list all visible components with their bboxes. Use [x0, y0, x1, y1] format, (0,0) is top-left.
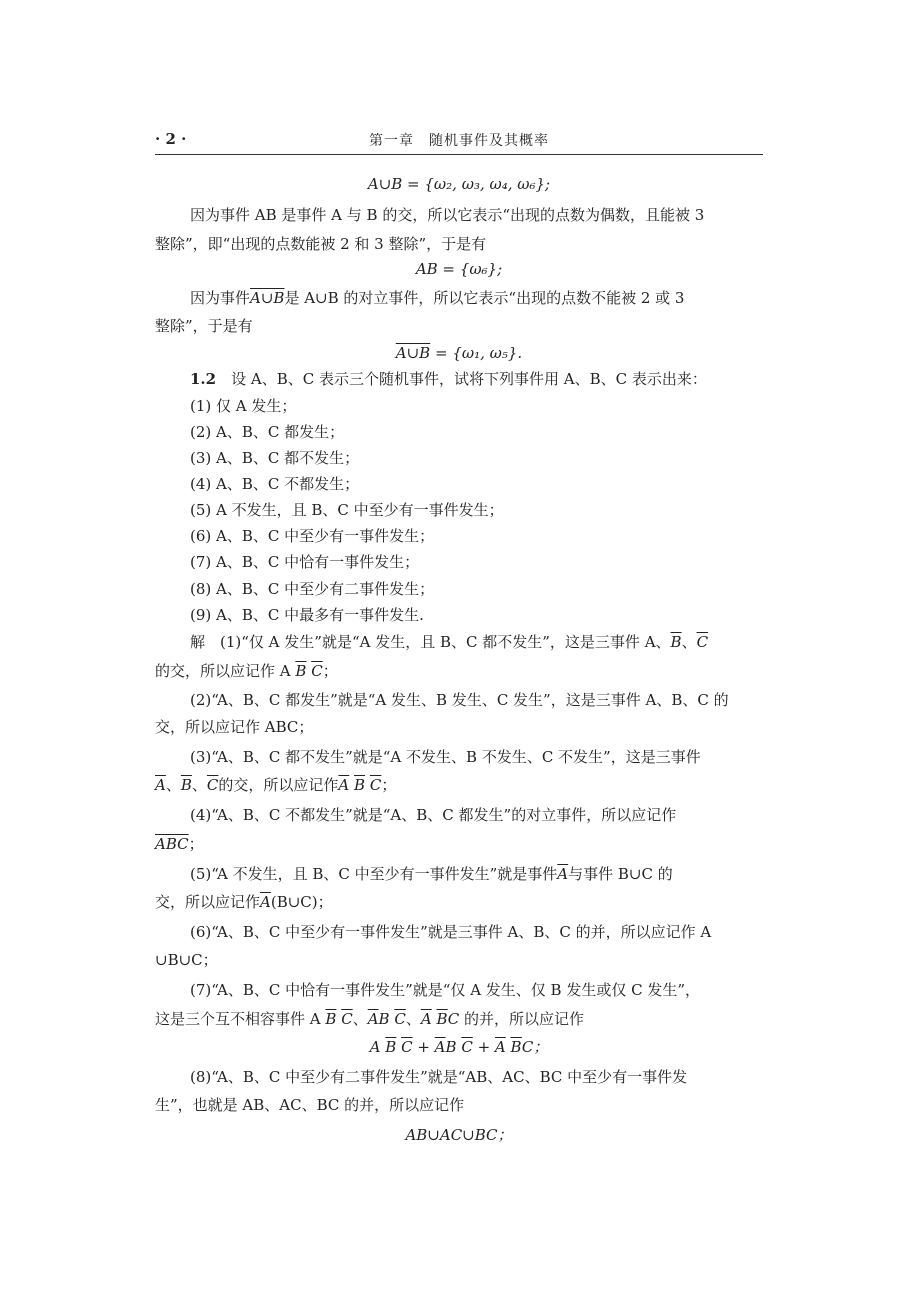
solution-6: (6)“A、B、C 中至少有一事件发生”就是三事件 A、B、C 的并，所以应记作 A — [190, 923, 712, 941]
overlined-expression: A∪B — [250, 289, 285, 307]
text-line: 因为事件 AB 是事件 A 与 B 的交，所以它表示“出现的点数为偶数，且能被 3 — [190, 206, 705, 224]
solution-2: (2)“A、B、C 都发生”就是“A 发生、B 发生、C 发生”，这是三事件 A、B、C 的 — [190, 691, 729, 709]
list-item: (1) 仅 A 发生； — [190, 397, 297, 415]
text-line: 因为事件A∪B是 A∪B 的对立事件，所以它表示“出现的点数不能被 2 或 3 — [190, 289, 685, 307]
list-item: (3) A、B、C 都不发生； — [190, 449, 360, 467]
text-line: 交，所以应记作 ABC； — [155, 718, 314, 736]
formula-at-least-two: AB∪AC∪BC； — [405, 1126, 513, 1144]
solution-7: (7)“A、B、C 中恰有一事件发生”就是“仅 A 发生、仅 B 发生或仅 C 发生”， — [190, 981, 701, 999]
text-line: ∪B∪C； — [155, 951, 218, 969]
list-item: (4) A、B、C 不都发生； — [190, 475, 360, 493]
solution-3: (3)“A、B、C 都不发生”就是“A 不发生、B 不发生、C 不发生”，这是三事件 — [190, 748, 701, 766]
solution-1: 解 (1)“仅 A 发生”就是“A 发生，且 B、C 都不发生”，这是三事件 A、$\overline{B}$、$\overline{C}$ — [190, 633, 709, 651]
list-item: (9) A、B、C 中最多有一事件发生. — [190, 606, 424, 624]
chapter-title: 第一章 随机事件及其概率 — [369, 133, 549, 149]
problem-1-2: 1.2 设 A、B、C 表示三个随机事件，试将下列事件用 A、B、C 表示出来： — [190, 370, 707, 388]
solution-4: (4)“A、B、C 不都发生”就是“A、B、C 都发生”的对立事件，所以应记作 — [190, 806, 677, 824]
text-line: 的交，所以应记作 A $\overline{B}$ $\overline{C}$； — [155, 662, 338, 680]
text-line: 生”，也就是 AB、AC、BC 的并，所以应记作 — [155, 1096, 465, 1114]
problem-number: 1.2 — [190, 370, 217, 388]
formula-complement: A∪B = {ω₁, ω₅}. — [395, 344, 523, 362]
page-number: · 2 · — [155, 130, 187, 148]
text-line: 这是三个互不相容事件 A $\overline{B}$ $\overline{C}$、$\overline{A}B$ $\overline{C}$、$\overline{A}$ $\overline{B}C$ 的并，所以应记作 — [155, 1010, 585, 1028]
formula-a-union-b: A∪B = {ω₂, ω₃, ω₄, ω₆}; — [367, 175, 551, 193]
list-item: (5) A 不发生，且 B、C 中至少有一事件发生； — [190, 501, 504, 519]
solution-5: (5)“A 不发生，且 B、C 中至少有一事件发生”就是事件$\overline{A}$与事件 B∪C 的 — [190, 865, 673, 883]
list-item: (8) A、B、C 中至少有二事件发生； — [190, 580, 435, 598]
text-line: 整除”，于是有 — [155, 317, 253, 335]
list-item: (6) A、B、C 中至少有一事件发生； — [190, 527, 435, 545]
list-item: (7) A、B、C 中恰有一事件发生； — [190, 553, 420, 571]
text-line: 交，所以应记作$\overline{A}(B\cup C)$； — [155, 893, 333, 911]
formula-ab: AB = {ω₆}; — [415, 260, 503, 278]
formula-exactly-one: A $\overline{B}$ $\overline{C} + \overline{A}B$ $\overline{C} + \overline{A}$ $\overline{B}C$； — [369, 1038, 549, 1056]
solution-8: (8)“A、B、C 中至少有二事件发生”就是“AB、AC、BC 中至少有一事件发 — [190, 1068, 688, 1086]
text-line: $\overline{ABC}$； — [155, 835, 204, 853]
page-header — [155, 126, 763, 155]
list-item: (2) A、B、C 都发生； — [190, 423, 345, 441]
text-line: 整除”，即“出现的点数能被 2 和 3 整除”，于是有 — [155, 235, 487, 253]
text-line: $\overline{A}$、$\overline{B}$、$\overline{C}$的交，所以应记作$\overline{A}$ $\overline{B}$ $\overline{C}$； — [155, 776, 397, 794]
